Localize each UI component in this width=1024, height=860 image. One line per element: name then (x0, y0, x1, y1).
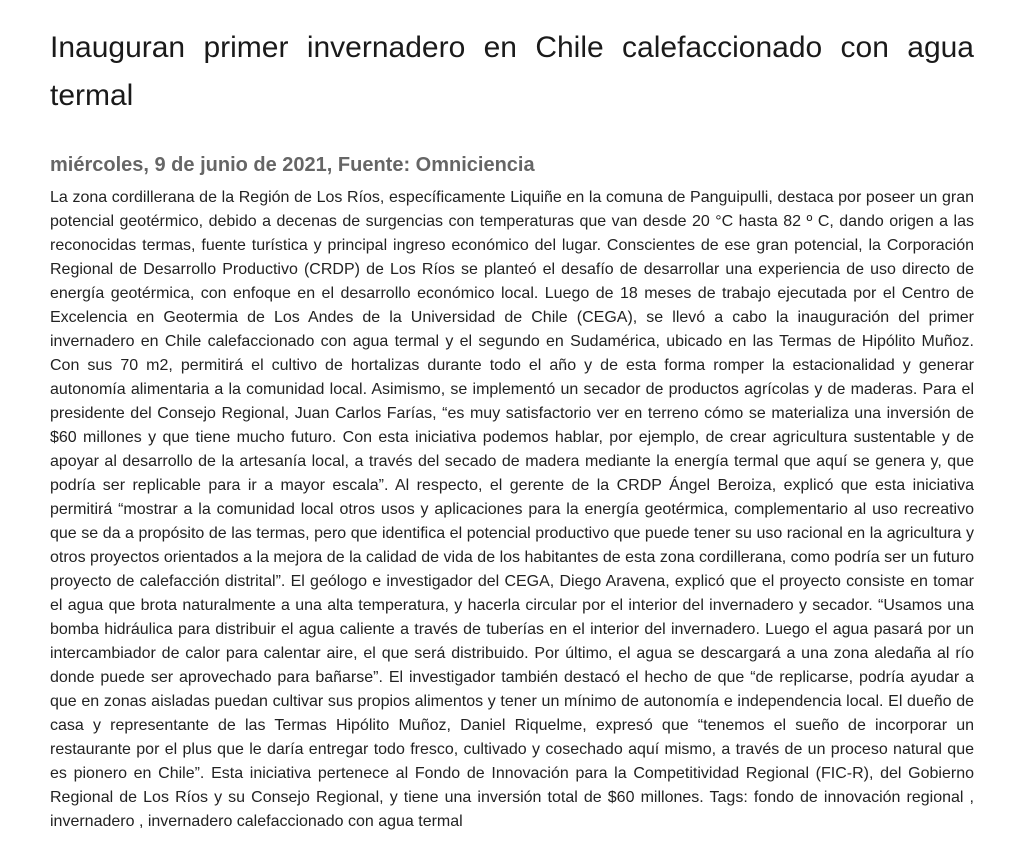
article-title: Inauguran primer invernadero en Chile calefaccionado con agua termal (50, 31, 974, 112)
article-byline: miércoles, 9 de junio de 2021, Fuente: Omniciencia (50, 154, 535, 176)
article (50, 24, 974, 834)
article-body: La zona cordillerana de la Región de Los Ríos, específicamente Liquiñe en la comuna de Panguipulli, destaca por poseer un gran potencial geotérmico, debido a decenas de surgencias con temperaturas que van desde 20 °C hasta 82 º C, dando origen a las reconocidas termas, fuente turística y principal ingreso económico del lugar. Conscientes de ese gran potencial, la Corporación Regional de Desarrollo Productivo (CRDP) de Los Ríos se planteó el desafío de desarrollar una experiencia de uso directo de energía geotérmica, con enfoque en el desarrollo económico local. Luego de 18 meses de trabajo ejecutada por el Centro de Excelencia en Geotermia de Los Andes de la Universidad de Chile (CEGA), se llevó a cabo la inauguración del primer invernadero en Chile calefaccionado con agua termal y el segundo en Sudamérica, ubicado en las Termas de Hipólito Muñoz. Con sus 70 m2, permitirá el cultivo de hortalizas durante todo el año y de esta forma romper la estacionalidad y generar autonomía alimentaria a la comunidad local. Asimismo, se implementó un secador de productos agrícolas y de maderas. Para el presidente del Consejo Regional, Juan Carlos Farías, “es muy satisfactorio ver en terreno cómo se materializa una inversión de $60 millones y que tiene mucho futuro. Con esta iniciativa podemos hablar, por ejemplo, de crear agricultura sustentable y de apoyar al desarrollo de la artesanía local, a través del secado de madera mediante la energía termal que aquí se genera y, que podría ser replicable para ir a mayor escala”. Al respecto, el gerente de la CRDP Ángel Beroiza, explicó que esta iniciativa permitirá “mostrar a la comunidad local otros usos y aplicaciones para la energía geotérmica, complementario al uso recreativo que se da a propósito de las termas, pero que identifica el potencial productivo que puede tener su uso racional en la agricultura y otros proyectos orientados a la mejora de la calidad de vida de los habitantes de esta zona cordillerana, como podría ser un futuro proyecto de calefacción distrital”. El geólogo e investigador del CEGA, Diego Aravena, explicó que el proyecto consiste en tomar el agua que brota naturalmente a una alta temperatura, y hacerla circular por el interior del invernadero y secador. “Usamos una bomba hidráulica para distribuir el agua caliente a través de tuberías en el interior del invernadero. Luego el agua pasará por un intercambiador de calor para calentar aire, el que será distribuido. Por último, el agua se descargará a una zona aledaña al río donde puede ser aprovechado para bañarse”. El investigador también destacó el hecho de que “de replicarse, podría ayudar a que en zonas aisladas puedan cultivar sus propios alimentos y tener un mínimo de autonomía e independencia local. El dueño de casa y representante de las Termas Hipólito Muñoz, Daniel Riquelme, expresó que “tenemos el sueño de incorporar un restaurante por el plus que le daría entregar todo fresco, cultivado y cosechado aquí mismo, a través de un proceso natural que es pionero en Chile”. Esta iniciativa pertenece al Fondo de Innovación para la Competitividad Regional (FIC-R), del Gobierno Regional de Los Ríos y su Consejo Regional, y tiene una inversión total de $60 millones. Tags: fondo de innovación regional , invernadero , invernadero calefaccionado con agua termal (50, 189, 974, 830)
